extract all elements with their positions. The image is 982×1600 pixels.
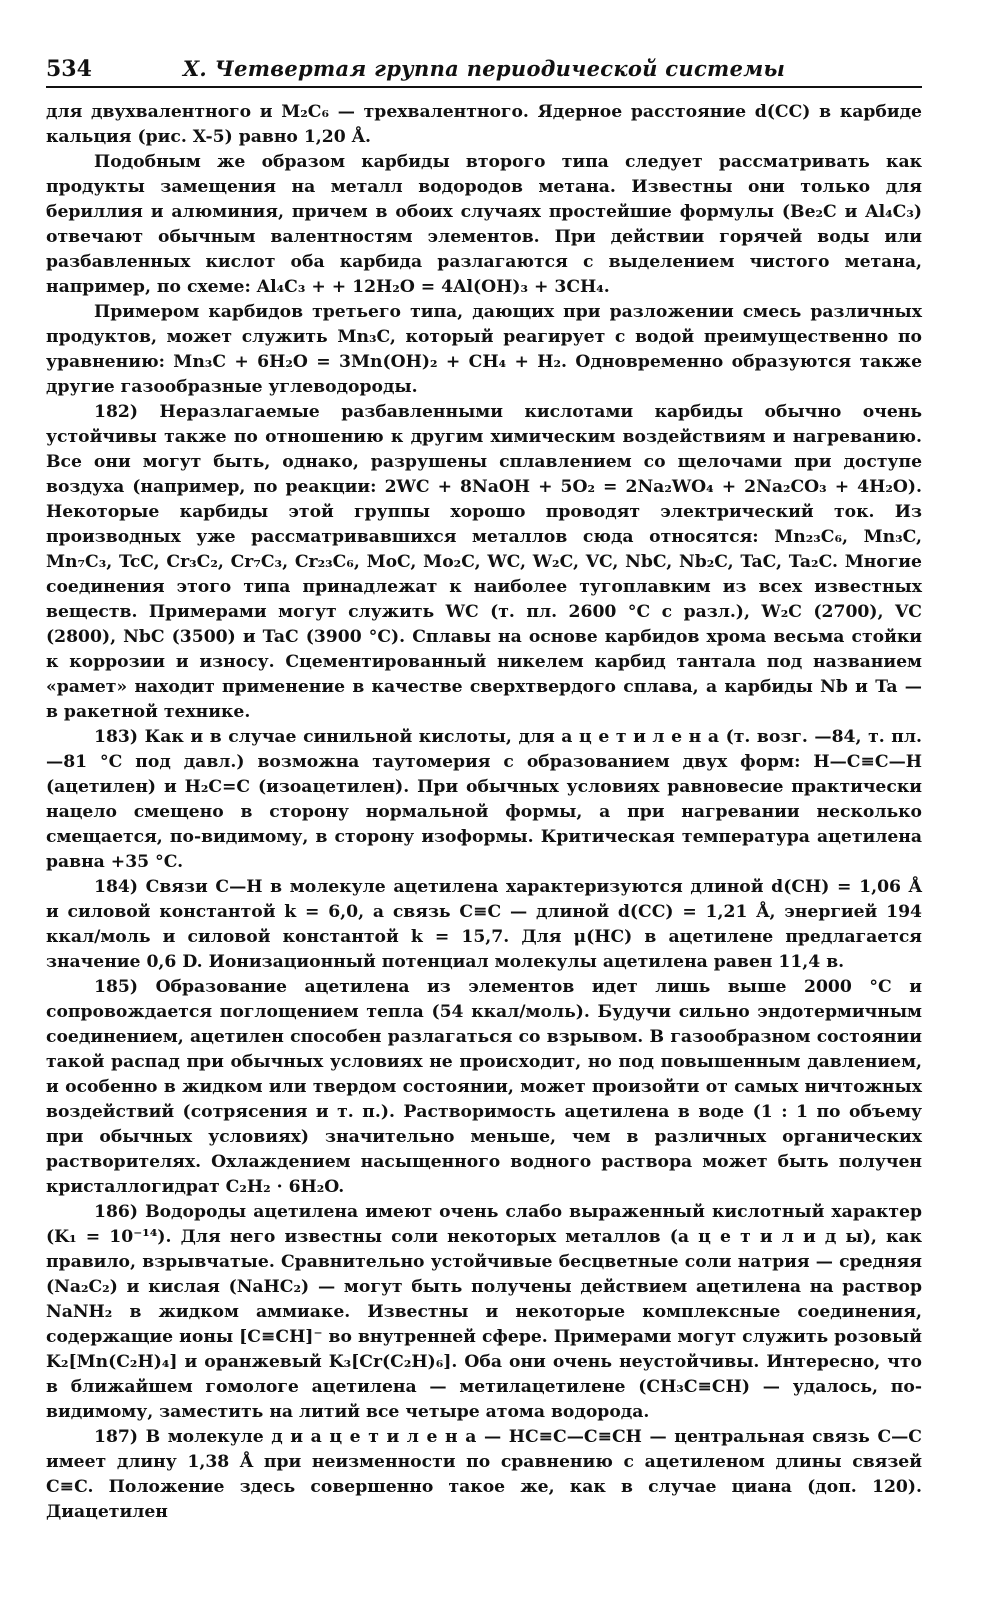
book-page <box>46 56 922 1525</box>
note-186: 186) Водороды ацетилена имеют очень слабо выраженный кислотный характер (K₁ = 10⁻¹⁴). Для него известны соли некоторых металлов (а ц е т и л и д ы), как правило, взрывчатые. Сравнительно устойчивые бесцветные соли натрия — средняя (Na₂C₂) и кислая (NaHC₂) — могут быть получены действием ацетилена на раствор NaNH₂ в жидком аммиаке. Известны и некоторые комплексные соединения, содержащие ионы [C≡CH]⁻ во внутренней сфере. Примерами могут служить розовый K₂[Mn(C₂H)₄] и оранжевый K₃[Cr(C₂H)₆]. Оба они очень неустойчивы. Интересно, что в ближайшем гомологе ацетилена — метилацетилене (CH₃C≡CH) — удалось, по-видимому, заместить на литий все четыре атома водорода. <box>46 1202 922 1422</box>
note-183: 183) Как и в случае синильной кислоты, для а ц е т и л е н а (т. возг. —84, т. пл. —81 °C под давл.) возможна таутомерия с образованием двух форм: H—C≡C—H (ацетилен) и H₂C=C (изоацетилен). При обычных условиях равновесие практически нацело смещено в сторону нормальной формы, а при нагревании несколько смещается, по-видимому, в сторону изоформы. Критическая температура ацетилена равна +35 °C. <box>46 727 922 872</box>
note-187: 187) В молекуле д и а ц е т и л е н а — HC≡C—C≡CH — центральная связь C—C имеет длину 1,38 Å при неизменности по сравнению с ацетиленом длины связей C≡C. Положение здесь совершенно такое же, как в случае циана (доп. 120). Диацетилен <box>46 1427 922 1522</box>
note-185: 185) Образование ацетилена из элементов идет лишь выше 2000 °C и сопровождается поглощением тепла (54 ккал/моль). Будучи сильно эндотермичным соединением, ацетилен способен разлагаться со взрывом. В газообразном состоянии такой распад при обычных условиях не происходит, но под повышенным давлением, и особенно в жидком или твердом состоянии, может произойти от самых ничтожных воздействий (сотрясения и т. п.). Растворимость ацетилена в воде (1 : 1 по объему при обычных условиях) значительно меньше, чем в различных органических растворителях. Охлаждением насыщенного водного раствора может быть получен кристаллогидрат C₂H₂ · 6H₂O. <box>46 977 922 1197</box>
paragraph-carbides-third-type: Примером карбидов третьего типа, дающих при разложении смесь различных продуктов, может служить Mn₃C, который реагирует с водой преимущественно по уравнению: Mn₃C + 6H₂O = 3Mn(OH)₂ + CH₄ + H₂. Одновременно образуются также другие газообразные углеводороды. <box>46 302 922 397</box>
note-184: 184) Связи C—H в молекуле ацетилена характеризуются длиной d(CH) = 1,06 Å и силовой константой k = 6,0, а связь C≡C — длиной d(CC) = 1,21 Å, энергией 194 ккал/моль и силовой константой k = 15,7. Для μ(HC) в ацетилене предлагается значение 0,6 D. Ионизационный потенциал молекулы ацетилена равен 11,4 в. <box>46 877 922 972</box>
page-number: 534 <box>46 56 92 82</box>
note-182: 182) Неразлагаемые разбавленными кислотами карбиды обычно очень устойчивы также по отношению к другим химическим воздействиям и нагреванию. Все они могут быть, однако, разрушены сплавлением со щелочами при доступе воздуха (например, по реакции: 2WC + 8NaOH + 5O₂ = 2Na₂WO₄ + 2Na₂CO₃ + 4H₂O). Некоторые карбиды этой группы хорошо проводят электрический ток. Из производных уже рассматривавшихся металлов сюда относятся: Mn₂₃C₆, Mn₃C, Mn₇C₃, TcC, Cr₃C₂, Cr₇C₃, Cr₂₃C₆, MoC, Mo₂C, WC, W₂C, VC, NbC, Nb₂C, TaC, Ta₂C. Многие соединения этого типа принадлежат к наиболее тугоплавким из всех известных веществ. Примерами могут служить WC (т. пл. 2600 °C с разл.), W₂C (2700), VC (2800), NbC (3500) и TaC (3900 °C). Сплавы на основе карбидов хрома весьма стойки к коррозии и износу. Сцементированный никелем карбид тантала под названием «рамет» находит применение в качестве сверхтвердого сплава, а карбиды Nb и Ta — в ракетной технике. <box>46 402 922 722</box>
running-head: X. Четвертая группа периодической системы <box>182 56 786 81</box>
paragraph-carbides-second-type: Подобным же образом карбиды второго типа следует рассматривать как продукты замещения на металл водородов метана. Известны они только для бериллия и алюминия, причем в обоих случаях простейшие формулы (Be₂C и Al₄C₃) отвечают обычным валентностям элементов. При действии горячей воды или разбавленных кислот оба карбида разлагаются с выделением чистого метана, например, по схеме: Al₄C₃ + + 12H₂O = 4Al(OH)₃ + 3CH₄. <box>46 152 922 297</box>
page-body <box>46 100 922 1525</box>
page-header <box>46 56 922 88</box>
paragraph-continuation: для двухвалентного и M₂C₆ — трехвалентного. Ядерное расстояние d(CC) в карбиде кальция (рис. X-5) равно 1,20 Å. <box>46 102 922 147</box>
